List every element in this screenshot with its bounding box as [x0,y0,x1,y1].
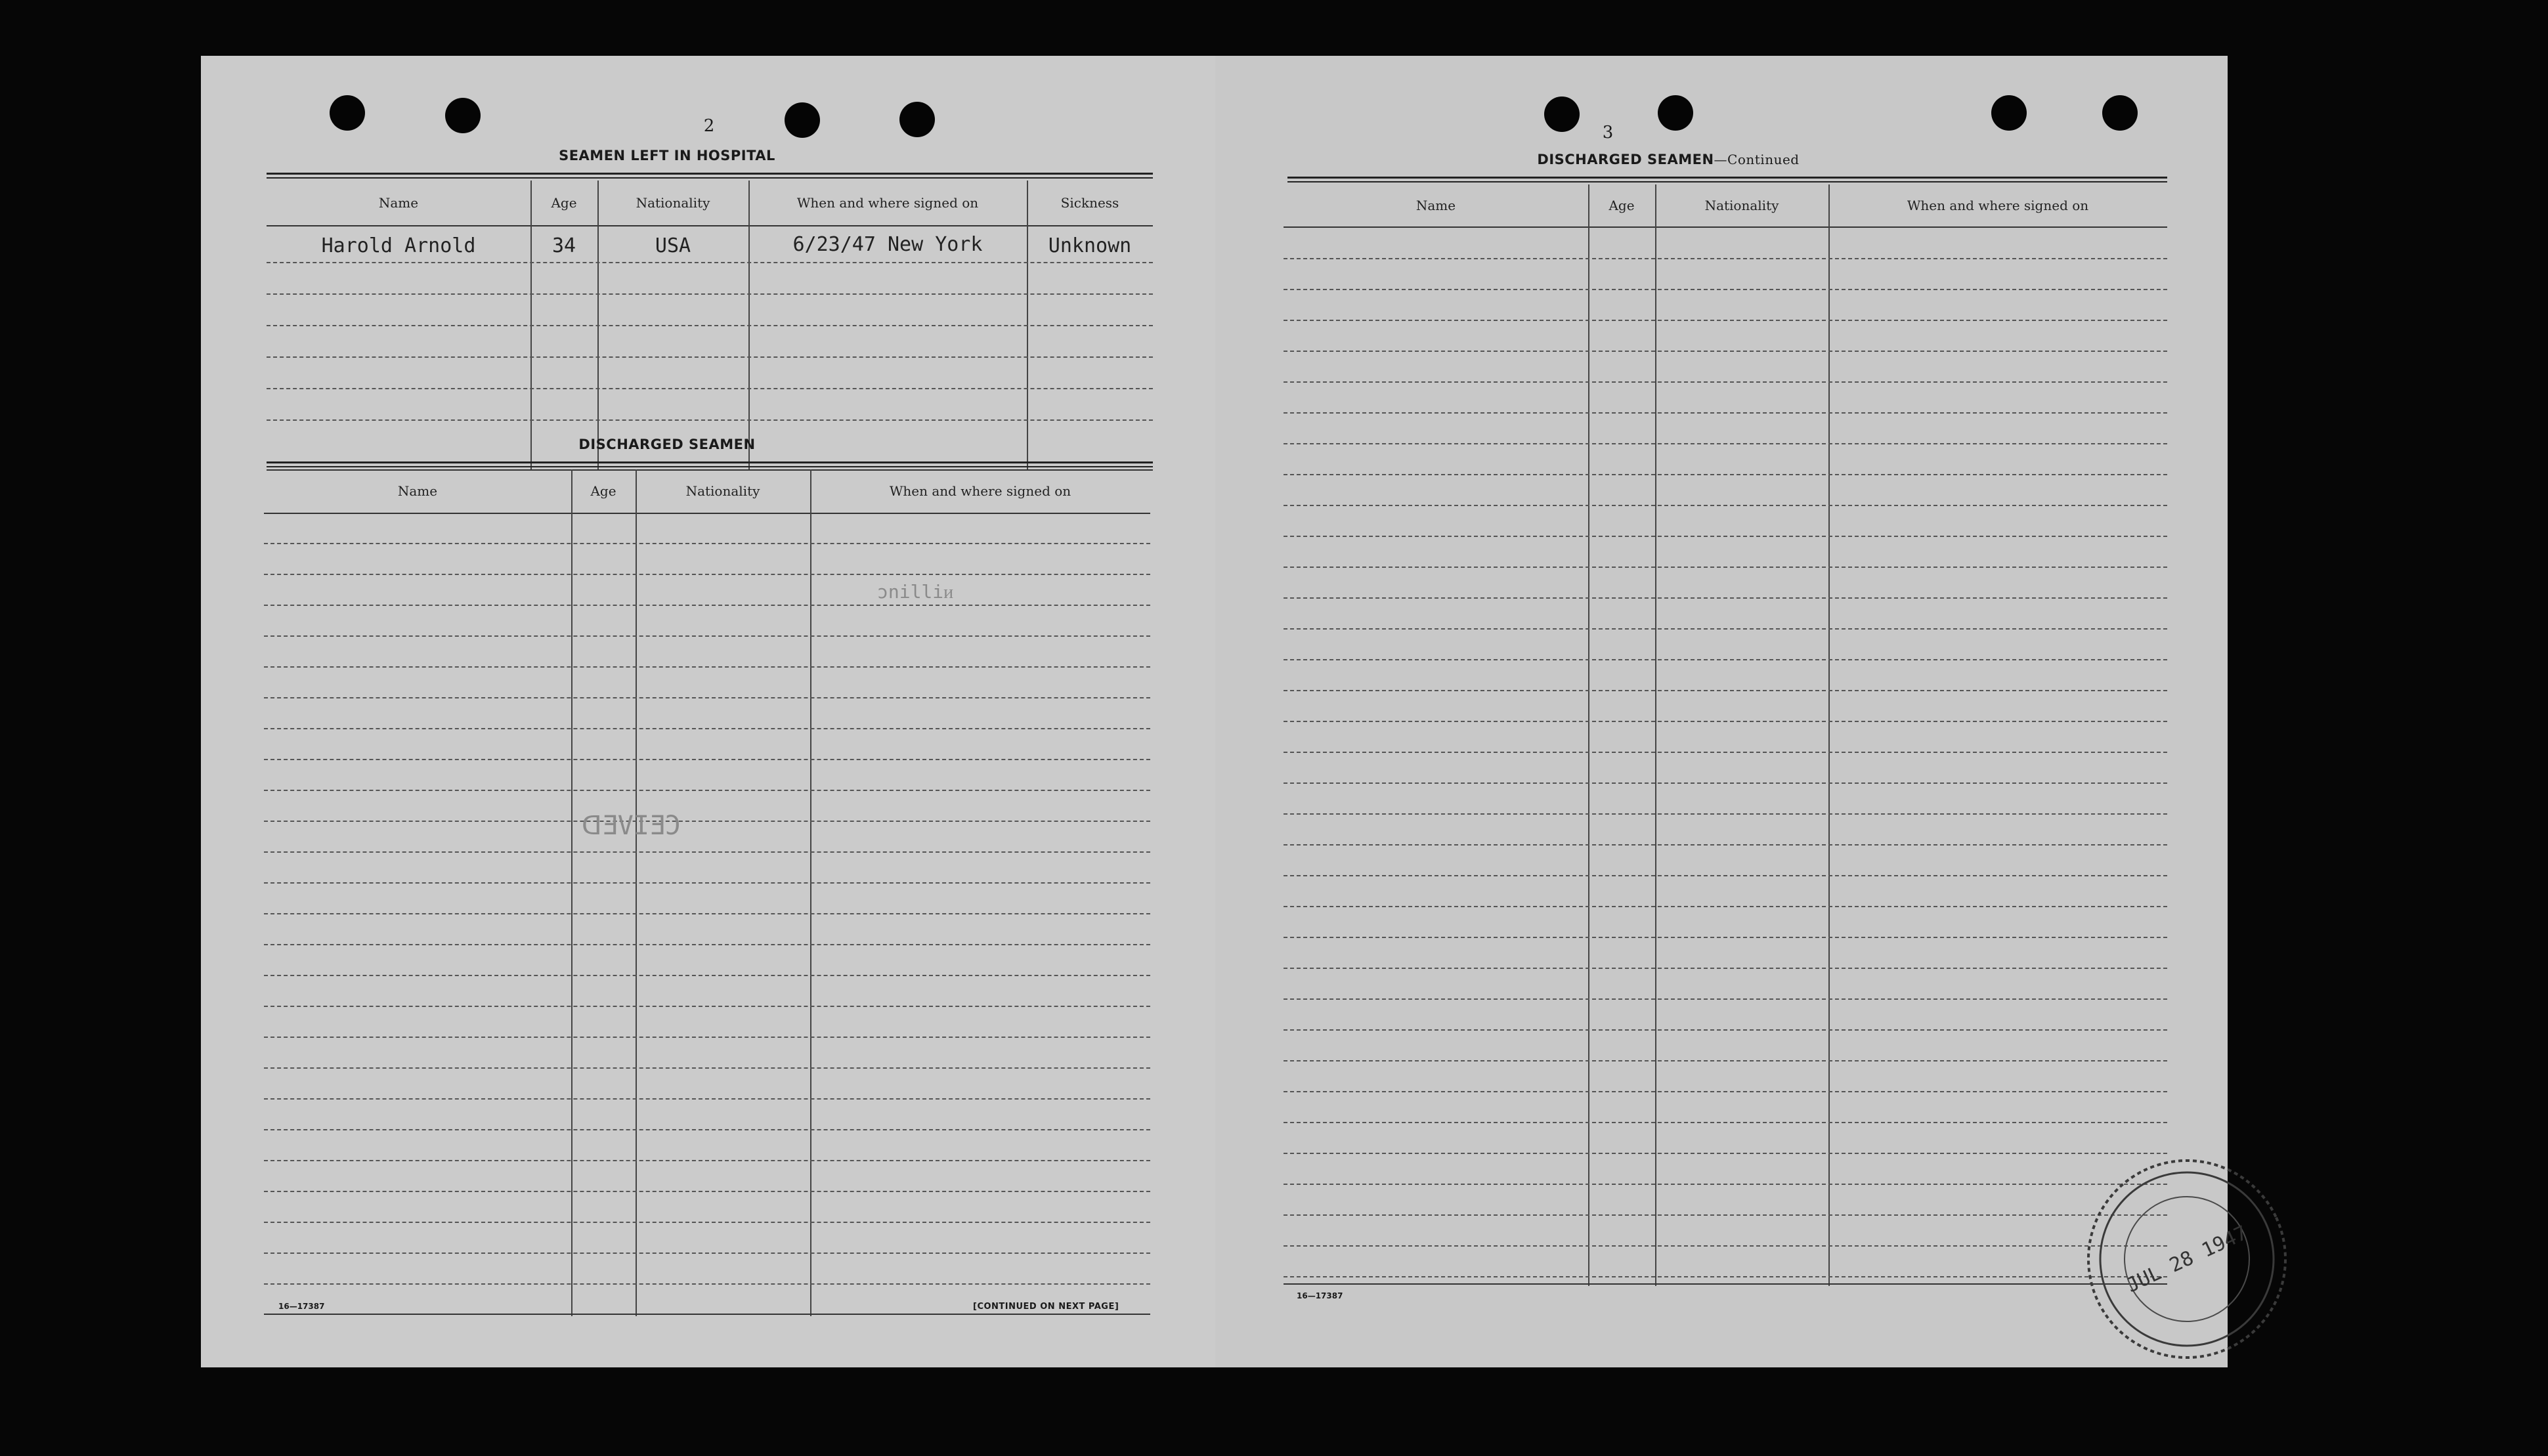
row-line [1284,968,2167,969]
row-line [267,388,1153,389]
punch-hole [2102,95,2138,131]
hospital-section-title: SEAMEN LEFT IN HOSPITAL [559,148,775,163]
column-divider [1828,184,1830,1286]
row-line [267,325,1153,326]
punch-hole [330,95,365,131]
table-bottom [264,1314,1150,1315]
punch-hole [785,102,820,138]
row-line [1284,1029,2167,1031]
row-line [1284,998,2167,1000]
row-line [1284,381,2167,383]
row-line [264,543,1150,544]
row-line [1284,782,2167,784]
row-line [1284,536,2167,537]
row-line [264,1253,1150,1254]
row-line [264,697,1150,698]
seaman-name: Harold Arnold [321,234,476,257]
row-line [264,790,1150,791]
row-line [264,1098,1150,1100]
page-number: 2 [703,116,715,136]
row-line [264,1037,1150,1038]
row-line [264,666,1150,668]
row-line [1284,505,2167,506]
seaman-nationality: USA [655,234,691,257]
row-line [1284,1060,2167,1061]
left-page [201,56,1215,1367]
bleed-through: ɔnilliᴎ [877,581,954,603]
seaman-sickness: Unknown [1048,234,1132,257]
column-header: Nationality [636,195,710,211]
row-line [1284,1245,2167,1247]
row-line [1284,351,2167,352]
row-line [1284,844,2167,846]
punch-hole [899,102,935,137]
row-line [264,851,1150,853]
column-header: Name [1415,198,1456,213]
row-line [264,1283,1150,1285]
row-line [1284,1122,2167,1123]
punch-hole [1991,95,2027,131]
discharged-cont-title-main: DISCHARGED SEAMEN [1537,152,1714,167]
row-line [264,1129,1150,1130]
column-divider [1588,184,1589,1286]
column-divider [571,469,572,1316]
table-header [1284,184,2167,228]
table-header [264,469,1150,514]
column-header: Age [590,483,616,499]
row-line [1284,628,2167,630]
row-line [1284,813,2167,815]
form-number: 16—17387 [1297,1291,1343,1300]
row-line [1284,721,2167,722]
column-header: Nationality [1704,198,1779,213]
section-rule [267,461,1153,467]
column-divider [1655,184,1656,1286]
hospital-table [267,181,1153,469]
table-header [267,181,1153,226]
discharged-section-title: DISCHARGED SEAMEN [578,437,756,452]
row-line [1284,1184,2167,1185]
discharged-table [264,469,1150,1316]
seaman-age: 34 [551,234,576,257]
row-line [267,356,1153,358]
row-line [264,759,1150,760]
row-line [267,262,1153,263]
stamp-date: JUL 28 1947 [2123,1221,2251,1298]
row-line [1284,258,2167,259]
row-line [264,1067,1150,1069]
column-header: Age [1609,198,1635,213]
row-line [267,293,1153,295]
column-divider [810,469,811,1316]
row-line [267,419,1153,421]
bleed-through: ᗡƎVIƎƆ [582,811,681,841]
column-header: When and where signed on [796,195,979,211]
discharged-cont-title [1504,152,1832,167]
row-line [1284,906,2167,907]
row-line [264,1006,1150,1007]
row-line [264,882,1150,884]
row-line [264,1160,1150,1161]
row-line [264,975,1150,976]
row-line [1284,1153,2167,1154]
discharged-cont-table [1284,184,2167,1286]
row-line [1284,443,2167,444]
page-number: 3 [1602,123,1614,142]
column-header: Age [551,195,577,211]
section-rule [267,173,1153,179]
column-header: Sickness [1060,195,1119,211]
row-line [1284,474,2167,475]
row-line [264,605,1150,606]
column-header: When and where signed on [889,483,1071,499]
column-header: Name [397,483,438,499]
row-line [1284,690,2167,691]
postmark-stamp [2075,1151,2299,1367]
seaman-signed-on: 6/23/47 New York [792,233,983,256]
row-line [264,1191,1150,1192]
form-number: 16—17387 [278,1302,325,1311]
table-bottom [1284,1283,2167,1285]
column-header: When and where signed on [1907,198,2089,213]
row-line [264,913,1150,914]
row-line [1284,1276,2167,1277]
section-rule [1287,177,2167,182]
row-line [1284,320,2167,321]
row-line [264,728,1150,729]
row-line [1284,937,2167,938]
row-line [264,944,1150,945]
column-divider [636,469,637,1316]
punch-hole [1544,96,1580,132]
row-line [264,635,1150,637]
discharged-cont-title-suffix: —Continued [1714,152,1800,167]
row-line [1284,1214,2167,1216]
row-line [264,574,1150,575]
row-line [264,821,1150,822]
row-line [1284,567,2167,568]
row-line [1284,289,2167,290]
punch-hole [1658,95,1693,131]
column-header: Nationality [685,483,760,499]
row-line [1284,875,2167,876]
continued-note: [CONTINUED ON NEXT PAGE] [973,1302,1119,1312]
row-line [1284,412,2167,414]
punch-hole [445,98,481,133]
paper-sheet [201,56,2251,1367]
column-header: Name [378,195,419,211]
row-line [1284,659,2167,660]
row-line [1284,752,2167,753]
row-line [1284,597,2167,599]
row-line [264,1222,1150,1223]
row-line [1284,1091,2167,1092]
